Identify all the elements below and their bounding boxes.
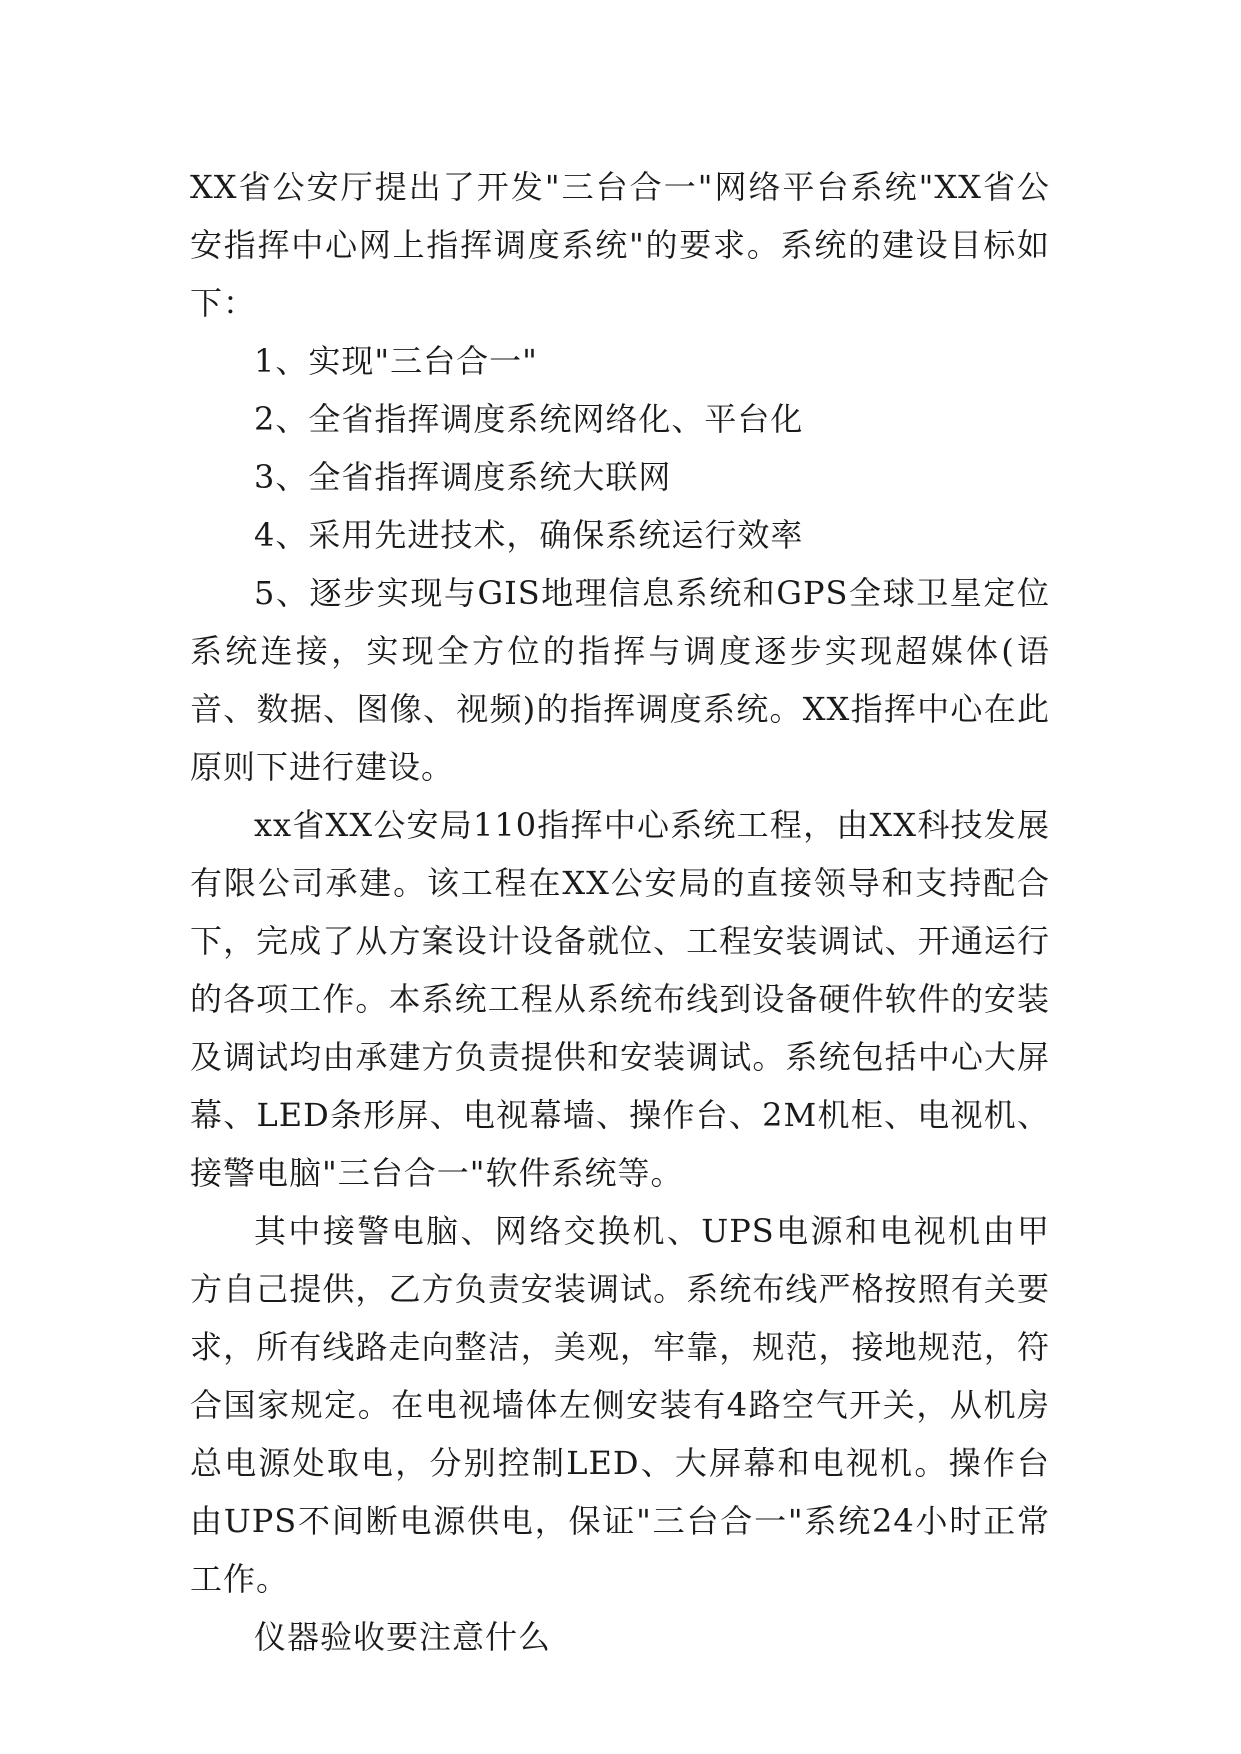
list-item-goal-2: 2、全省指挥调度系统网络化、平台化: [254, 400, 804, 438]
section-heading-inspection: 仪器验收要注意什么: [254, 1618, 552, 1656]
list-item-goal-3: 3、全省指挥调度系统大联网: [254, 458, 672, 496]
paragraph-project-overview: xx省XX公安局110指挥中心系统工程，由XX科技发展有限公司承建。该工程在XX公安局的直接领导和支持配合下，完成了从方案设计设备就位、工程安装调试、开通运行的各项工作。本系统工程从系统布线到设备硬件软件的安装及调试均由承建方负责提供和安装调试。系统包括中心大屏幕、LED条形屏、电视幕墙、操作台、2M机柜、电视机、接警电脑"三台合一"软件系统等。: [190, 806, 1050, 1192]
list-item-goal-4: 4、采用先进技术，确保系统运行效率: [254, 516, 804, 554]
list-item-goal-5: 5、逐步实现与GIS地理信息系统和GPS全球卫星定位系统连接，实现全方位的指挥与调度逐步实现超媒体(语音、数据、图像、视频)的指挥调度系统。XX指挥中心在此原则下进行建设。: [190, 574, 1050, 786]
paragraph-intro: XX省公安厅提出了开发"三台合一"网络平台系统"XX省公安指挥中心网上指挥调度系统"的要求。系统的建设目标如下：: [190, 168, 1050, 322]
list-item-goal-1: 1、实现"三台合一": [254, 342, 538, 380]
document-body: [190, 158, 1050, 1666]
paragraph-installation-details: 其中接警电脑、网络交换机、UPS电源和电视机由甲方自己提供，乙方负责安装调试。系统布线严格按照有关要求，所有线路走向整洁，美观，牢靠，规范，接地规范，符合国家规定。在电视墙体左侧安装有4路空气开关，从机房总电源处取电，分别控制LED、大屏幕和电视机。操作台由UPS不间断电源供电，保证"三台合一"系统24小时正常工作。: [190, 1212, 1050, 1598]
